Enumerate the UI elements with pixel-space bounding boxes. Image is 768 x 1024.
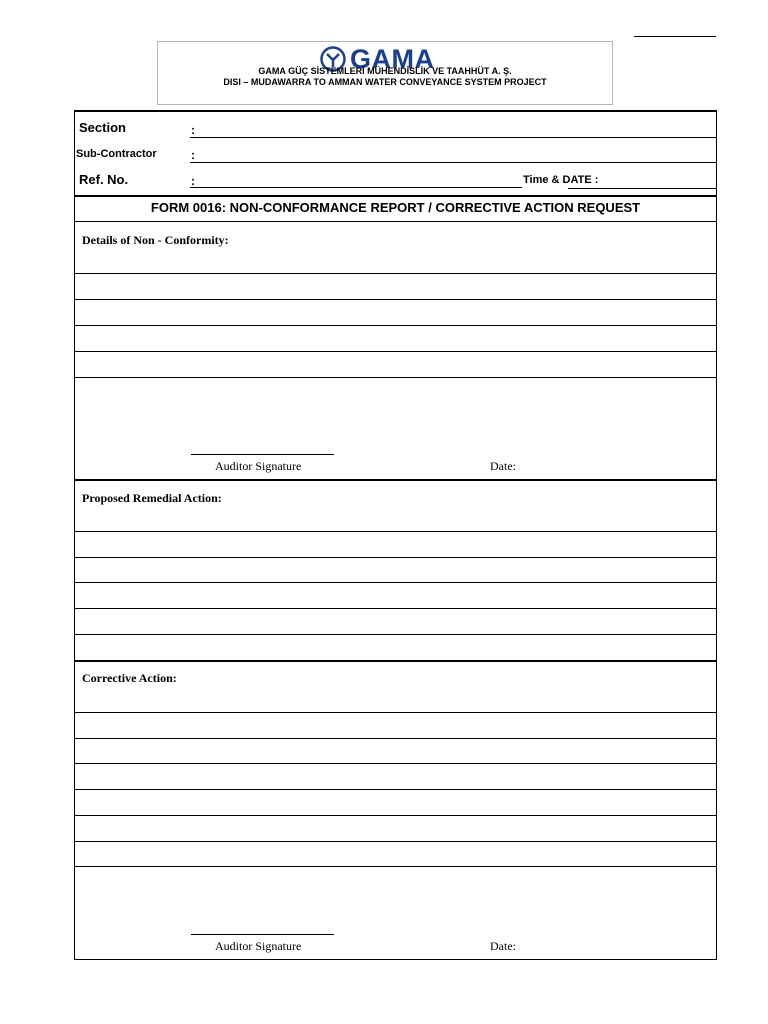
details-line-5[interactable]	[74, 377, 716, 378]
corrective-line-4[interactable]	[74, 789, 716, 790]
date-label-1: Date:	[490, 459, 516, 473]
corrective-line-1[interactable]	[74, 712, 716, 713]
form-title: FORM 0016: NON-CONFORMANCE REPORT / CORRECTIVE ACTION REQUEST	[150, 200, 641, 215]
corrective-line-6[interactable]	[74, 841, 716, 842]
form-right-border	[716, 110, 717, 960]
subcontractor-label: Sub-Contractor	[76, 148, 157, 160]
top-right-rule	[634, 36, 716, 37]
title-bottom-rule	[74, 221, 716, 222]
remedial-line-2[interactable]	[74, 557, 716, 558]
details-section-bottom-rule	[74, 479, 716, 481]
company-name: GAMA GÜÇ SİSTEMLERİ MÜHENDİSLİK VE TAAHHÜT A. Ş.	[258, 66, 512, 76]
auditor-signature-label-2: Auditor Signature	[215, 939, 302, 953]
details-line-4[interactable]	[74, 351, 716, 352]
time-date-field-line[interactable]	[568, 188, 716, 189]
corrective-line-5[interactable]	[74, 815, 716, 816]
form-left-border	[74, 110, 75, 960]
remedial-line-3[interactable]	[74, 582, 716, 583]
details-section-title: Details of Non - Conformity:	[82, 233, 229, 247]
date-label-2: Date:	[490, 939, 516, 953]
details-line-3[interactable]	[74, 325, 716, 326]
ref-no-label: Ref. No.	[79, 172, 129, 187]
logo-wordmark: GAMA	[350, 44, 435, 74]
subcontractor-colon: :	[191, 148, 195, 162]
subcontractor-field-line[interactable]	[190, 162, 716, 163]
auditor-signature-line-1[interactable]	[191, 454, 334, 455]
auditor-signature-line-2[interactable]	[191, 934, 334, 935]
remedial-line-4[interactable]	[74, 608, 716, 609]
fields-bottom-rule	[74, 195, 716, 197]
form-top-border	[74, 110, 716, 112]
corrective-section-title: Corrective Action:	[82, 671, 177, 685]
ref-no-colon: :	[191, 174, 195, 188]
form-bottom-border	[74, 959, 716, 960]
remedial-line-1[interactable]	[74, 531, 716, 532]
remedial-section-title: Proposed Remedial Action:	[82, 491, 222, 505]
ref-no-field-line[interactable]	[190, 187, 522, 188]
remedial-line-5[interactable]	[74, 634, 716, 635]
section-field-line[interactable]	[190, 137, 716, 138]
auditor-signature-label-1: Auditor Signature	[215, 459, 302, 473]
corrective-line-3[interactable]	[74, 763, 716, 764]
remedial-section-bottom-rule	[74, 660, 716, 662]
project-name: DISI – MUDAWARRA TO AMMAN WATER CONVEYANCE SYSTEM PROJECT	[223, 77, 547, 87]
time-date-label: Time & DATE :	[523, 174, 599, 186]
details-line-2[interactable]	[74, 299, 716, 300]
section-colon: :	[191, 123, 195, 137]
details-line-1[interactable]	[74, 273, 716, 274]
section-label: Section	[79, 120, 126, 135]
corrective-line-7[interactable]	[74, 866, 716, 867]
corrective-line-2[interactable]	[74, 738, 716, 739]
